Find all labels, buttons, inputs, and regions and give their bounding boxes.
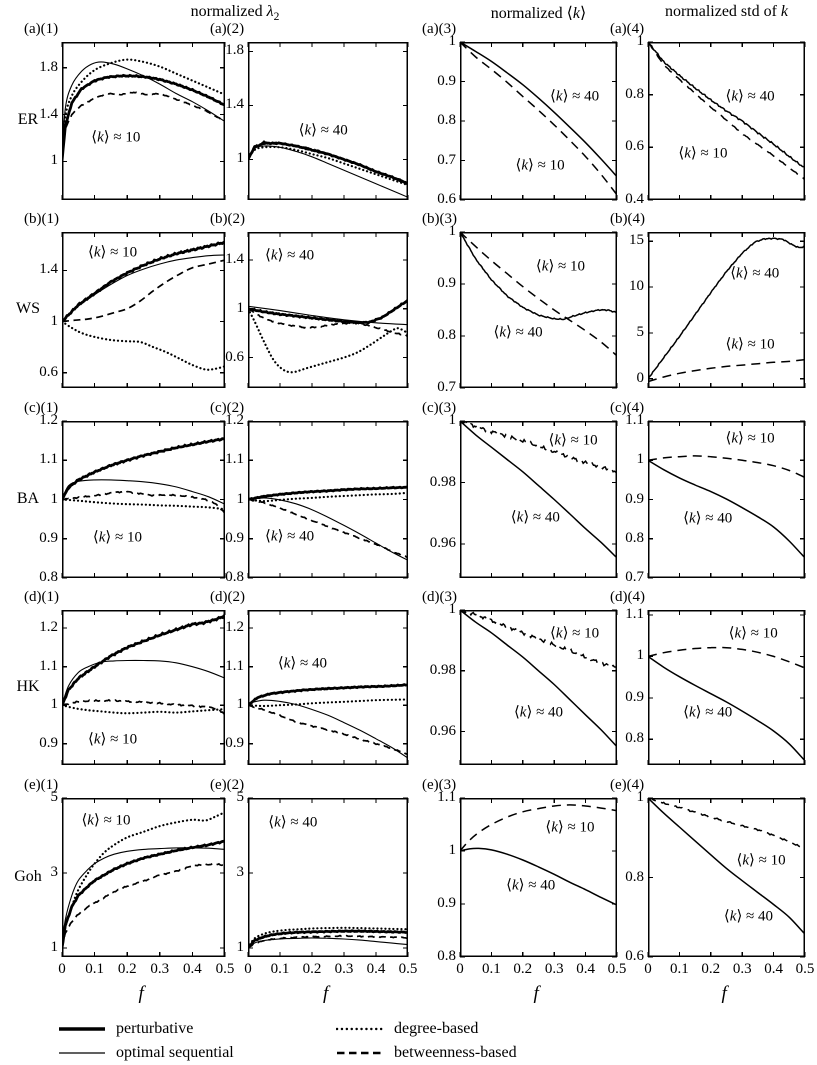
curve-e2-optimal-sequential [248,938,408,948]
y-tick-label: 10 [629,278,644,295]
y-tick-label: 0.9 [225,734,244,751]
panel-b3 [422,211,617,395]
y-tick-label: 0.9 [625,490,644,507]
y-tick-label: 1.1 [39,451,58,468]
y-tick-label: 1 [50,490,58,507]
annotation-b3: ⟨k⟩ ≈ 10 [535,258,586,275]
annotation-e2: ⟨k⟩ ≈ 40 [268,814,318,831]
y-tick-label: 1.1 [625,412,644,428]
panel-label-a2: (a)(2) [210,21,245,37]
y-tick-label: 0.6 [39,363,58,380]
panel-label-c2: (c)(2) [210,400,245,416]
y-tick-label: 0.8 [625,85,644,102]
x-tick-label: 0.1 [270,961,290,977]
plot-border [461,43,617,200]
annotation-d3: ⟨k⟩ ≈ 40 [513,704,564,721]
column-title-text: normalized std of [664,3,781,20]
y-tick-label: 0.9 [39,734,58,751]
plot-d2 [248,610,408,765]
annotation-a3: ⟨k⟩ ≈ 10 [515,157,565,174]
y-tick-label: 1.4 [39,105,58,122]
plot-a4 [648,42,805,200]
curve-b4-k40 [648,238,805,378]
y-tick-label: 0.6 [625,948,644,964]
panel-c2 [210,400,408,585]
row-label-HK: HK [16,677,40,695]
annotation-c4: ⟨k⟩ ≈ 40 [683,510,733,527]
y-tick-label: 1 [636,451,644,468]
lambda-symbol: λ [266,3,274,20]
betweenness-based-line-sample [336,1049,384,1057]
column-title-text: normalized ⟨ [490,5,573,22]
x-tick-label: 0.4 [764,961,783,977]
panel-label-e1: (e)(1) [24,777,59,793]
plot-b4 [648,232,805,388]
y-tick-label: 0.7 [437,379,456,395]
y-tick-label: 1.2 [39,412,58,428]
x-axis-label: f [533,983,539,1004]
annotation-a4: ⟨k⟩ ≈ 10 [678,145,728,162]
annotation-b4: ⟨k⟩ ≈ 40 [730,265,780,282]
row-label-ER: ER [17,111,39,128]
annotation-c1: ⟨k⟩ ≈ 10 [92,529,142,546]
y-tick-label: 1 [636,789,644,805]
y-tick-label: 1 [448,412,456,428]
panel-a2 [210,21,408,200]
x-tick-label: 0.1 [482,961,501,977]
y-tick-label: 1 [236,299,244,316]
y-tick-label: 0.98 [429,473,456,490]
y-tick-label: 0.8 [225,569,244,585]
x-tick-label: 0.2 [513,961,533,977]
annotation-c3: ⟨k⟩ ≈ 40 [510,509,560,526]
axis-ticks [248,421,408,578]
y-tick-label: 0.7 [625,569,644,585]
x-tick-label: 0.1 [85,961,104,977]
legend-item-degree-based [336,1017,614,1041]
axis-ticks [648,798,805,957]
y-tick-label: 1.2 [225,412,244,428]
annotation-a1: ⟨k⟩ ≈ 10 [91,129,141,146]
annotation-d2: ⟨k⟩ ≈ 40 [277,655,327,672]
y-tick-label: 1.8 [39,58,58,75]
annotation-c4: ⟨k⟩ ≈ 10 [725,430,775,447]
plot-c2 [248,421,408,578]
plot-border [649,611,805,765]
panel-a3 [422,21,617,207]
axis-ticks [648,232,805,388]
y-tick-label: 0.9 [225,529,244,546]
y-tick-label: 1.2 [39,619,58,636]
annotation-c2: ⟨k⟩ ≈ 40 [265,528,315,545]
y-tick-label: 1.1 [625,605,644,622]
legend [58,1017,614,1065]
y-tick-label: 1 [50,939,58,955]
k-symbol: k [780,3,789,20]
y-tick-label: 0.9 [625,688,644,705]
y-tick-label: 0.98 [429,661,456,678]
legend-label: betweenness-based [394,1044,517,1061]
perturbative-line-sample [58,1025,106,1033]
annotation-a4: ⟨k⟩ ≈ 40 [725,88,775,105]
y-tick-label: 5 [636,323,644,340]
panel-label-e4: (e)(4) [610,777,645,793]
x-tick-label: 0.4 [576,961,595,977]
y-tick-label: 0.8 [625,529,644,546]
y-tick-label: 1 [50,696,58,713]
x-tick-label: 0.2 [117,961,137,977]
y-tick-label: 0.8 [437,327,456,343]
x-tick-label: 0.5 [215,961,235,977]
legend-label: degree-based [394,1020,479,1037]
x-tick-label: 0.2 [701,961,721,977]
y-tick-label: 1.1 [39,657,58,674]
y-tick-label: 15 [629,232,644,249]
curve-d4-k10 [648,648,805,668]
annotation-d3: ⟨k⟩ ≈ 10 [550,625,600,642]
y-tick-label: 1.1 [225,451,244,468]
y-tick-label: 0.7 [437,151,456,168]
panel-label-b1: (b)(1) [24,211,59,227]
annotation-c3: ⟨k⟩ ≈ 10 [548,432,598,449]
x-tick-label: 0.3 [150,961,170,977]
y-tick-label: 1 [236,696,244,713]
y-tick-label: 1.4 [225,96,244,113]
y-tick-label: 0.8 [437,948,456,964]
curve-a1-perturbative [62,75,225,161]
curve-b2-perturbative [248,300,408,324]
y-tick-label: 5 [50,789,58,805]
annotation-d4: ⟨k⟩ ≈ 40 [683,704,733,721]
y-tick-label: 0.6 [437,191,456,207]
annotation-b4: ⟨k⟩ ≈ 10 [725,336,775,353]
panel-c4 [610,400,805,585]
y-tick-label: 0 [636,369,644,386]
x-tick-label: 0 [244,961,252,977]
y-tick-label: 1 [236,939,244,955]
panel-label-b4: (b)(4) [610,211,645,227]
curve-e1-perturbative [62,841,225,948]
panel-e4 [610,777,815,1004]
panel-label-c1: (c)(1) [24,400,59,416]
legend-item-perturbative [58,1017,336,1041]
axis-ticks [460,232,617,388]
x-tick-label: 0.5 [795,961,815,977]
curve-e4-k10 [648,798,805,849]
panel-label-b3: (b)(3) [422,211,457,227]
annotation-d1: ⟨k⟩ ≈ 10 [87,731,138,748]
x-tick-label: 0.4 [183,961,202,977]
x-tick-label: 0.1 [670,961,689,977]
x-tick-label: 0.4 [366,961,386,977]
plot-a1 [62,42,225,200]
k-symbol: k [572,5,581,22]
y-tick-label: 1 [636,647,644,664]
panel-label-b2: (b)(2) [210,211,245,227]
curve-d2-optimal-sequential [248,700,408,758]
y-tick-label: 0.96 [429,535,456,552]
y-tick-label: 0.6 [225,348,244,365]
y-tick-label: 0.8 [39,569,58,585]
x-tick-label: 0.5 [607,961,627,977]
panel-label-a4: (a)(4) [610,21,645,37]
x-tick-label: 0.2 [302,961,322,977]
y-tick-label: 1 [448,223,456,239]
axis-ticks [648,610,805,765]
panel-label-e3: (e)(3) [422,777,457,793]
y-tick-label: 0.4 [625,191,644,207]
panel-e2 [210,777,418,1004]
panel-b2 [210,211,408,388]
annotation-e1: ⟨k⟩ ≈ 10 [81,812,131,829]
y-tick-label: 0.8 [437,112,456,128]
panel-d2 [210,589,408,765]
curve-d2-betweenness-based [248,705,408,755]
y-tick-label: 1 [50,152,58,169]
y-tick-label: 1 [236,490,244,507]
panel-label-a3: (a)(3) [422,21,457,37]
optimal-sequential-line-sample [58,1049,106,1057]
column-title-text: ⟩ [580,5,587,22]
lambda-subscript: 2 [273,11,280,24]
annotation-a2: ⟨k⟩ ≈ 40 [298,122,348,139]
annotation-b3: ⟨k⟩ ≈ 40 [493,324,543,341]
legend-label: optimal sequential [116,1044,234,1061]
row-label-BA: BA [16,489,40,507]
panel-label-c4: (c)(4) [610,400,645,416]
x-axis-label: f [323,983,329,1004]
plot-border [649,799,805,957]
degree-based-line-sample [336,1025,384,1033]
x-axis-label: f [138,983,144,1004]
y-tick-label: 0.8 [625,730,644,747]
legend-label: perturbative [116,1020,194,1037]
y-tick-label: 0.6 [625,138,644,155]
plot-d4 [648,610,805,765]
y-tick-label: 1.1 [437,789,456,805]
plot-border [649,233,805,388]
x-axis-label: f [721,983,727,1004]
column-title-text: normalized [190,3,267,20]
row-label-Goh: Goh [14,867,42,885]
y-tick-label: 3 [236,864,244,880]
y-tick-label: 1 [448,33,456,49]
annotation-e4: ⟨k⟩ ≈ 10 [736,852,786,869]
plot-border [249,422,408,578]
annotation-d4: ⟨k⟩ ≈ 10 [728,625,778,642]
annotation-a3: ⟨k⟩ ≈ 40 [550,88,600,105]
annotation-e3: ⟨k⟩ ≈ 10 [545,819,595,836]
y-tick-label: 3 [50,864,58,880]
axis-ticks [460,42,617,200]
panel-b4 [610,211,805,388]
panel-label-c3: (c)(3) [422,400,457,416]
y-tick-label: 5 [236,789,244,805]
y-tick-label: 1 [636,33,644,49]
annotation-e3: ⟨k⟩ ≈ 40 [506,877,556,894]
curve-a2-betweenness-based [248,141,408,182]
legend-item-optimal-sequential [58,1041,336,1065]
panel-label-d4: (d)(4) [610,589,645,605]
panel-d4 [610,589,805,765]
annotation-b1: ⟨k⟩ ≈ 10 [87,244,138,261]
column-title-normalized-mean-k [460,3,617,23]
plot-a3 [460,42,617,200]
y-tick-label: 1 [448,842,456,858]
legend-item-betweenness-based [336,1041,614,1065]
y-tick-label: 1 [448,601,456,617]
plot-e4 [648,798,805,957]
panel-label-d3: (d)(3) [422,589,457,605]
panel-label-d2: (d)(2) [210,589,245,605]
annotation-b2: ⟨k⟩ ≈ 40 [265,247,315,264]
x-tick-label: 0.3 [544,961,564,977]
axis-ticks [62,42,225,200]
y-tick-label: 1.2 [225,619,244,636]
y-tick-label: 1.1 [225,657,244,674]
y-tick-label: 0.9 [437,895,456,911]
curve-b4-k10 [648,360,805,382]
y-tick-label: 1.4 [39,261,58,278]
column-title-normalized-std-of-k [636,3,817,21]
annotation-e4: ⟨k⟩ ≈ 40 [723,908,774,925]
x-tick-label: 0 [58,961,66,977]
plot-b3 [460,232,617,388]
x-tick-label: 0.3 [334,961,354,977]
y-tick-label: 0.9 [39,529,58,546]
y-tick-label: 0.96 [429,722,456,739]
panel-label-e2: (e)(2) [210,777,245,793]
curve-e1-optimal-sequential [62,848,225,948]
y-tick-label: 1.4 [225,251,244,268]
row-label-WS: WS [16,300,40,317]
y-tick-label: 0.8 [625,868,644,885]
x-tick-label: 0 [456,961,464,977]
x-tick-label: 0.5 [398,961,418,977]
y-tick-label: 1.8 [225,42,244,59]
y-tick-label: 1 [50,312,58,329]
x-tick-label: 0.3 [732,961,752,977]
y-tick-label: 1 [236,150,244,167]
panel-a4 [610,21,805,207]
y-tick-label: 0.9 [437,275,456,291]
panel-label-d1: (d)(1) [24,589,59,605]
y-tick-label: 0.9 [437,72,456,89]
x-tick-label: 0 [644,961,652,977]
panel-label-a1: (a)(1) [24,21,59,37]
